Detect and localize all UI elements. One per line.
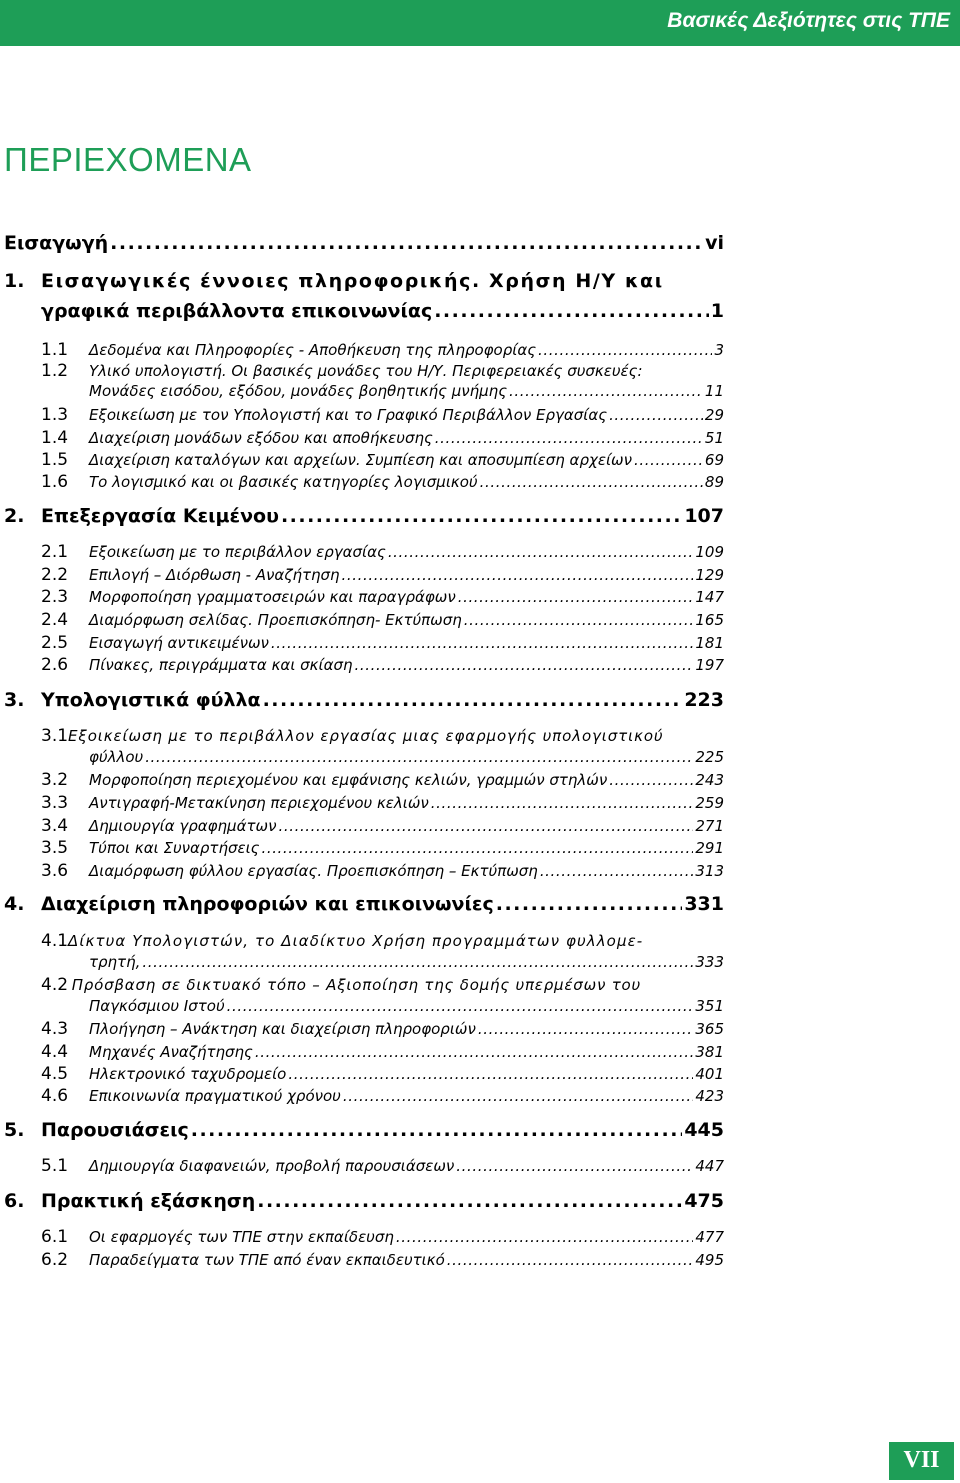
toc-section-3-3[interactable] xyxy=(41,793,724,813)
section-number: 6.1 xyxy=(41,1227,69,1247)
toc-section-3-5[interactable] xyxy=(41,838,724,858)
section-title: Παραδείγματα των ΤΠΕ από έναν εκπαιδευτικό xyxy=(89,1251,445,1269)
section-page: 495 xyxy=(695,1251,724,1269)
toc-section-2-5[interactable] xyxy=(41,633,724,653)
toc-section-4-5[interactable] xyxy=(41,1064,724,1084)
chapter-number: 2. xyxy=(4,505,25,527)
toc-section-1-4[interactable] xyxy=(41,428,724,448)
toc-section-4-4[interactable] xyxy=(41,1042,724,1062)
section-number: 1.5 xyxy=(41,450,69,470)
toc-chapter-5[interactable] xyxy=(4,1119,724,1142)
chapter-page: 331 xyxy=(684,893,724,915)
leader-dots xyxy=(257,1190,682,1213)
section-title: Πλοήγηση – Ανάκτηση και διαχείριση πληροφοριών xyxy=(89,1020,476,1038)
chapter-page: 1 xyxy=(710,300,724,322)
section-number: 2.1 xyxy=(41,542,69,562)
leader-dots xyxy=(540,862,694,880)
leader-dots xyxy=(458,588,694,606)
leader-dots xyxy=(464,611,694,629)
section-page: 291 xyxy=(695,839,724,857)
toc-section-1-5[interactable] xyxy=(41,450,724,470)
section-number: 5.1 xyxy=(41,1156,69,1176)
section-number: 4.2 xyxy=(41,975,69,995)
chapter-number: 6. xyxy=(4,1190,25,1212)
leader-dots xyxy=(110,232,703,255)
chapter-page: 475 xyxy=(684,1190,724,1212)
section-title: φύλλου xyxy=(89,748,144,766)
section-title: Δημιουργία διαφανειών, προβολή παρουσιάσεων xyxy=(89,1157,455,1175)
section-title: Πίνακες, περιγράμματα και σκίαση xyxy=(89,656,353,674)
toc-chapter-3[interactable] xyxy=(4,689,724,712)
leader-dots xyxy=(388,543,694,561)
leader-dots xyxy=(435,429,703,447)
section-number: 3.5 xyxy=(41,838,69,858)
toc-section-2-6[interactable] xyxy=(41,655,724,675)
toc-intro[interactable] xyxy=(4,232,724,255)
section-number: 4.3 xyxy=(41,1019,69,1039)
leader-dots xyxy=(342,566,694,584)
leader-dots xyxy=(538,341,712,359)
section-page: 365 xyxy=(695,1020,724,1038)
section-number: 2.4 xyxy=(41,610,69,630)
section-number: 4.1 xyxy=(41,931,69,951)
chapter-title: Παρουσιάσεις xyxy=(41,1119,189,1141)
chapter-page: 107 xyxy=(684,505,724,527)
leader-dots xyxy=(261,839,693,857)
section-number: 3.1 xyxy=(41,726,69,746)
section-title: Εξοικείωση με τον Υπολογιστή και το Γραφικό Περιβάλλον Εργασίας xyxy=(89,406,608,424)
section-title: Αντιγραφή-Μετακίνηση περιεχομένου κελιών xyxy=(89,794,429,812)
toc-section-4-6[interactable] xyxy=(41,1086,724,1106)
section-title: Επικοινωνία πραγματικού χρόνου xyxy=(89,1087,341,1105)
toc-section-2-4[interactable] xyxy=(41,610,724,630)
leader-dots xyxy=(480,473,703,491)
section-page: 69 xyxy=(704,451,724,469)
section-page: 381 xyxy=(695,1043,724,1061)
header-title: Βασικές Δεξιότητες στις ΤΠΕ xyxy=(667,9,950,32)
section-page: 333 xyxy=(695,953,724,971)
section-number: 6.2 xyxy=(41,1250,69,1270)
section-page: 165 xyxy=(695,611,724,629)
section-number: 3.4 xyxy=(41,816,69,836)
page-number-badge xyxy=(889,1442,954,1480)
section-number: 3.2 xyxy=(41,770,69,790)
section-page: 423 xyxy=(695,1087,724,1105)
toc-section-2-3[interactable] xyxy=(41,587,724,607)
toc-section-1-3[interactable] xyxy=(41,405,724,425)
section-page: 477 xyxy=(695,1228,724,1246)
section-page: 351 xyxy=(695,997,724,1015)
toc-chapter-1-line1[interactable] xyxy=(4,270,724,293)
toc-section-4-2[interactable] xyxy=(41,975,641,995)
toc-section-3-1[interactable] xyxy=(41,726,664,746)
leader-dots xyxy=(434,300,709,323)
section-title: τρητή, xyxy=(89,953,141,971)
toc-chapter-4[interactable] xyxy=(4,893,724,916)
section-page: 51 xyxy=(704,429,724,447)
chapter-number: 5. xyxy=(4,1119,25,1141)
chapter-number: 1. xyxy=(4,270,25,292)
toc-section-4-3[interactable] xyxy=(41,1019,724,1039)
leader-dots xyxy=(278,817,693,835)
section-page: 401 xyxy=(695,1065,724,1083)
section-page: 259 xyxy=(695,794,724,812)
chapter-title: Εισαγωγικές έννοιες πληροφορικής. Χρήση Η/Υ και xyxy=(41,270,664,292)
leader-dots xyxy=(255,1043,694,1061)
section-page: 225 xyxy=(695,748,724,766)
leader-dots xyxy=(271,634,693,652)
section-page: 447 xyxy=(695,1157,724,1175)
section-number: 4.6 xyxy=(41,1086,69,1106)
section-title: Το λογισμικό και οι βασικές κατηγορίες λογισμικού xyxy=(89,473,478,491)
section-page: 147 xyxy=(695,588,724,606)
section-number: 2.5 xyxy=(41,633,69,653)
section-page: 313 xyxy=(695,862,724,880)
section-title: Τύποι και Συναρτήσεις xyxy=(89,839,260,857)
section-title: Διαμόρφωση σελίδας. Προεπισκόπηση- Εκτύπωση xyxy=(89,611,462,629)
chapter-title: Πρακτική εξάσκηση xyxy=(41,1190,256,1212)
section-number: 2.2 xyxy=(41,565,69,585)
chapter-title: Επεξεργασία Κειμένου xyxy=(41,505,279,527)
leader-dots xyxy=(288,1065,693,1083)
toc-section-1-1[interactable] xyxy=(41,340,724,360)
toc-section-1-2-cont[interactable] xyxy=(89,382,724,400)
section-title: Μονάδες εισόδου, εξόδου, μονάδες βοηθητικής μνήμης xyxy=(89,382,507,400)
section-number: 1.6 xyxy=(41,472,69,492)
toc-section-2-2[interactable] xyxy=(41,565,724,585)
section-number: 3.6 xyxy=(41,861,69,881)
leader-dots xyxy=(478,1020,694,1038)
leader-dots xyxy=(263,689,683,712)
section-title: Μηχανές Αναζήτησης xyxy=(89,1043,253,1061)
section-title: Υλικό υπολογιστή. Οι βασικές μονάδες του Η/Υ. Περιφερειακές συσκευές: xyxy=(89,362,643,380)
section-number: 2.6 xyxy=(41,655,69,675)
toc-chapter-2[interactable] xyxy=(4,505,724,528)
toc-section-3-1-cont[interactable] xyxy=(89,748,724,766)
chapter-title: Υπολογιστικά φύλλα xyxy=(41,689,261,711)
toc-section-4-2-cont[interactable] xyxy=(89,997,724,1015)
toc-section-3-6[interactable] xyxy=(41,861,724,881)
section-number: 1.4 xyxy=(41,428,69,448)
page-title: ΠΕΡΙΕΧΟΜΕΝΑ xyxy=(4,141,252,178)
section-page: 181 xyxy=(695,634,724,652)
section-page: 29 xyxy=(704,406,724,424)
toc-chapter-1-line2[interactable] xyxy=(41,300,724,323)
section-title: Παγκόσμιου Ιστού xyxy=(89,997,225,1015)
toc-section-1-6[interactable] xyxy=(41,472,724,492)
leader-dots xyxy=(191,1119,683,1142)
toc-section-5-1[interactable] xyxy=(41,1156,724,1176)
section-title: Μορφοποίηση περιεχομένου και εμφάνισης κελιών, γραμμών στηλών xyxy=(89,771,608,789)
toc-section-4-1[interactable] xyxy=(41,931,644,951)
chapter-title: γραφικά περιβάλλοντα επικοινωνίας xyxy=(41,300,433,322)
section-title: Επιλογή – Διόρθωση - Αναζήτηση xyxy=(89,566,340,584)
section-page: 11 xyxy=(704,382,724,400)
leader-dots xyxy=(609,771,693,789)
leader-dots xyxy=(396,1228,693,1246)
section-page: 197 xyxy=(695,656,724,674)
leader-dots xyxy=(456,1157,693,1175)
section-number: 1.3 xyxy=(41,405,69,425)
chapter-title: Διαχείριση πληροφοριών και επικοινωνίες xyxy=(41,893,494,915)
leader-dots xyxy=(509,382,703,400)
section-page: 271 xyxy=(695,817,724,835)
page-number: VII xyxy=(903,1447,940,1473)
leader-dots xyxy=(355,656,694,674)
leader-dots xyxy=(145,748,693,766)
section-page: 109 xyxy=(695,543,724,561)
section-title: Εξοικείωση με το περιβάλλον εργασίας μιας εφαρμογής υπολογιστικού xyxy=(68,727,664,745)
leader-dots xyxy=(343,1087,694,1105)
section-page: 129 xyxy=(695,566,724,584)
chapter-page: 445 xyxy=(684,1119,724,1141)
chapter-number: 4. xyxy=(4,893,25,915)
toc-intro-label: Εισαγωγή xyxy=(4,232,109,254)
leader-dots xyxy=(447,1251,694,1269)
toc-chapter-6[interactable] xyxy=(4,1190,724,1213)
toc-section-2-1[interactable] xyxy=(41,542,724,562)
toc-intro-page: vi xyxy=(705,232,724,254)
section-page: 3 xyxy=(714,341,724,359)
toc-section-6-1[interactable] xyxy=(41,1227,724,1247)
section-title: Οι εφαρμογές των ΤΠΕ στην εκπαίδευση xyxy=(89,1228,394,1246)
chapter-page: 223 xyxy=(684,689,724,711)
section-number: 1.1 xyxy=(41,340,69,360)
section-title: Διαμόρφωση φύλλου εργασίας. Προεπισκόπηση – Εκτύπωση xyxy=(89,862,538,880)
section-title: Εξοικείωση με το περιβάλλον εργασίας xyxy=(89,543,386,561)
leader-dots xyxy=(142,953,693,971)
toc-section-6-2[interactable] xyxy=(41,1250,724,1270)
section-number: 4.5 xyxy=(41,1064,69,1084)
leader-dots xyxy=(609,406,703,424)
toc-section-3-4[interactable] xyxy=(41,816,724,836)
section-title: Δημιουργία γραφημάτων xyxy=(89,817,277,835)
section-page: 89 xyxy=(704,473,724,491)
section-title: Δεδομένα και Πληροφορίες - Αποθήκευση της πληροφορίας xyxy=(89,341,537,359)
section-page: 243 xyxy=(695,771,724,789)
section-number: 2.3 xyxy=(41,587,69,607)
toc-section-3-2[interactable] xyxy=(41,770,724,790)
chapter-number: 3. xyxy=(4,689,25,711)
section-title: Μορφοποίηση γραμματοσειρών και παραγράφων xyxy=(89,588,456,606)
section-number: 1.2 xyxy=(41,361,69,381)
leader-dots xyxy=(281,505,682,528)
leader-dots xyxy=(496,893,683,916)
section-title: Πρόσβαση σε δικτυακό τόπο – Αξιοποίηση της δομής υπερμέσων του xyxy=(71,976,641,994)
section-title: Διαχείριση καταλόγων και αρχείων. Συμπίεση και αποσυμπίεση αρχείων xyxy=(89,451,632,469)
section-title: Ηλεκτρονικό ταχυδρομείο xyxy=(89,1065,287,1083)
toc-section-4-1-cont[interactable] xyxy=(89,953,724,971)
section-title: Διαχείριση μονάδων εξόδου και αποθήκευσης xyxy=(89,429,433,447)
toc-section-1-2[interactable] xyxy=(41,361,724,381)
leader-dots xyxy=(634,451,703,469)
section-title: Δίκτυα Υπολογιστών, το Διαδίκτυο Χρήση προγραμμάτων φυλλομε- xyxy=(68,932,644,950)
leader-dots xyxy=(227,997,694,1015)
section-title: Εισαγωγή αντικειμένων xyxy=(89,634,269,652)
section-number: 4.4 xyxy=(41,1042,69,1062)
section-number: 3.3 xyxy=(41,793,69,813)
leader-dots xyxy=(431,794,694,812)
